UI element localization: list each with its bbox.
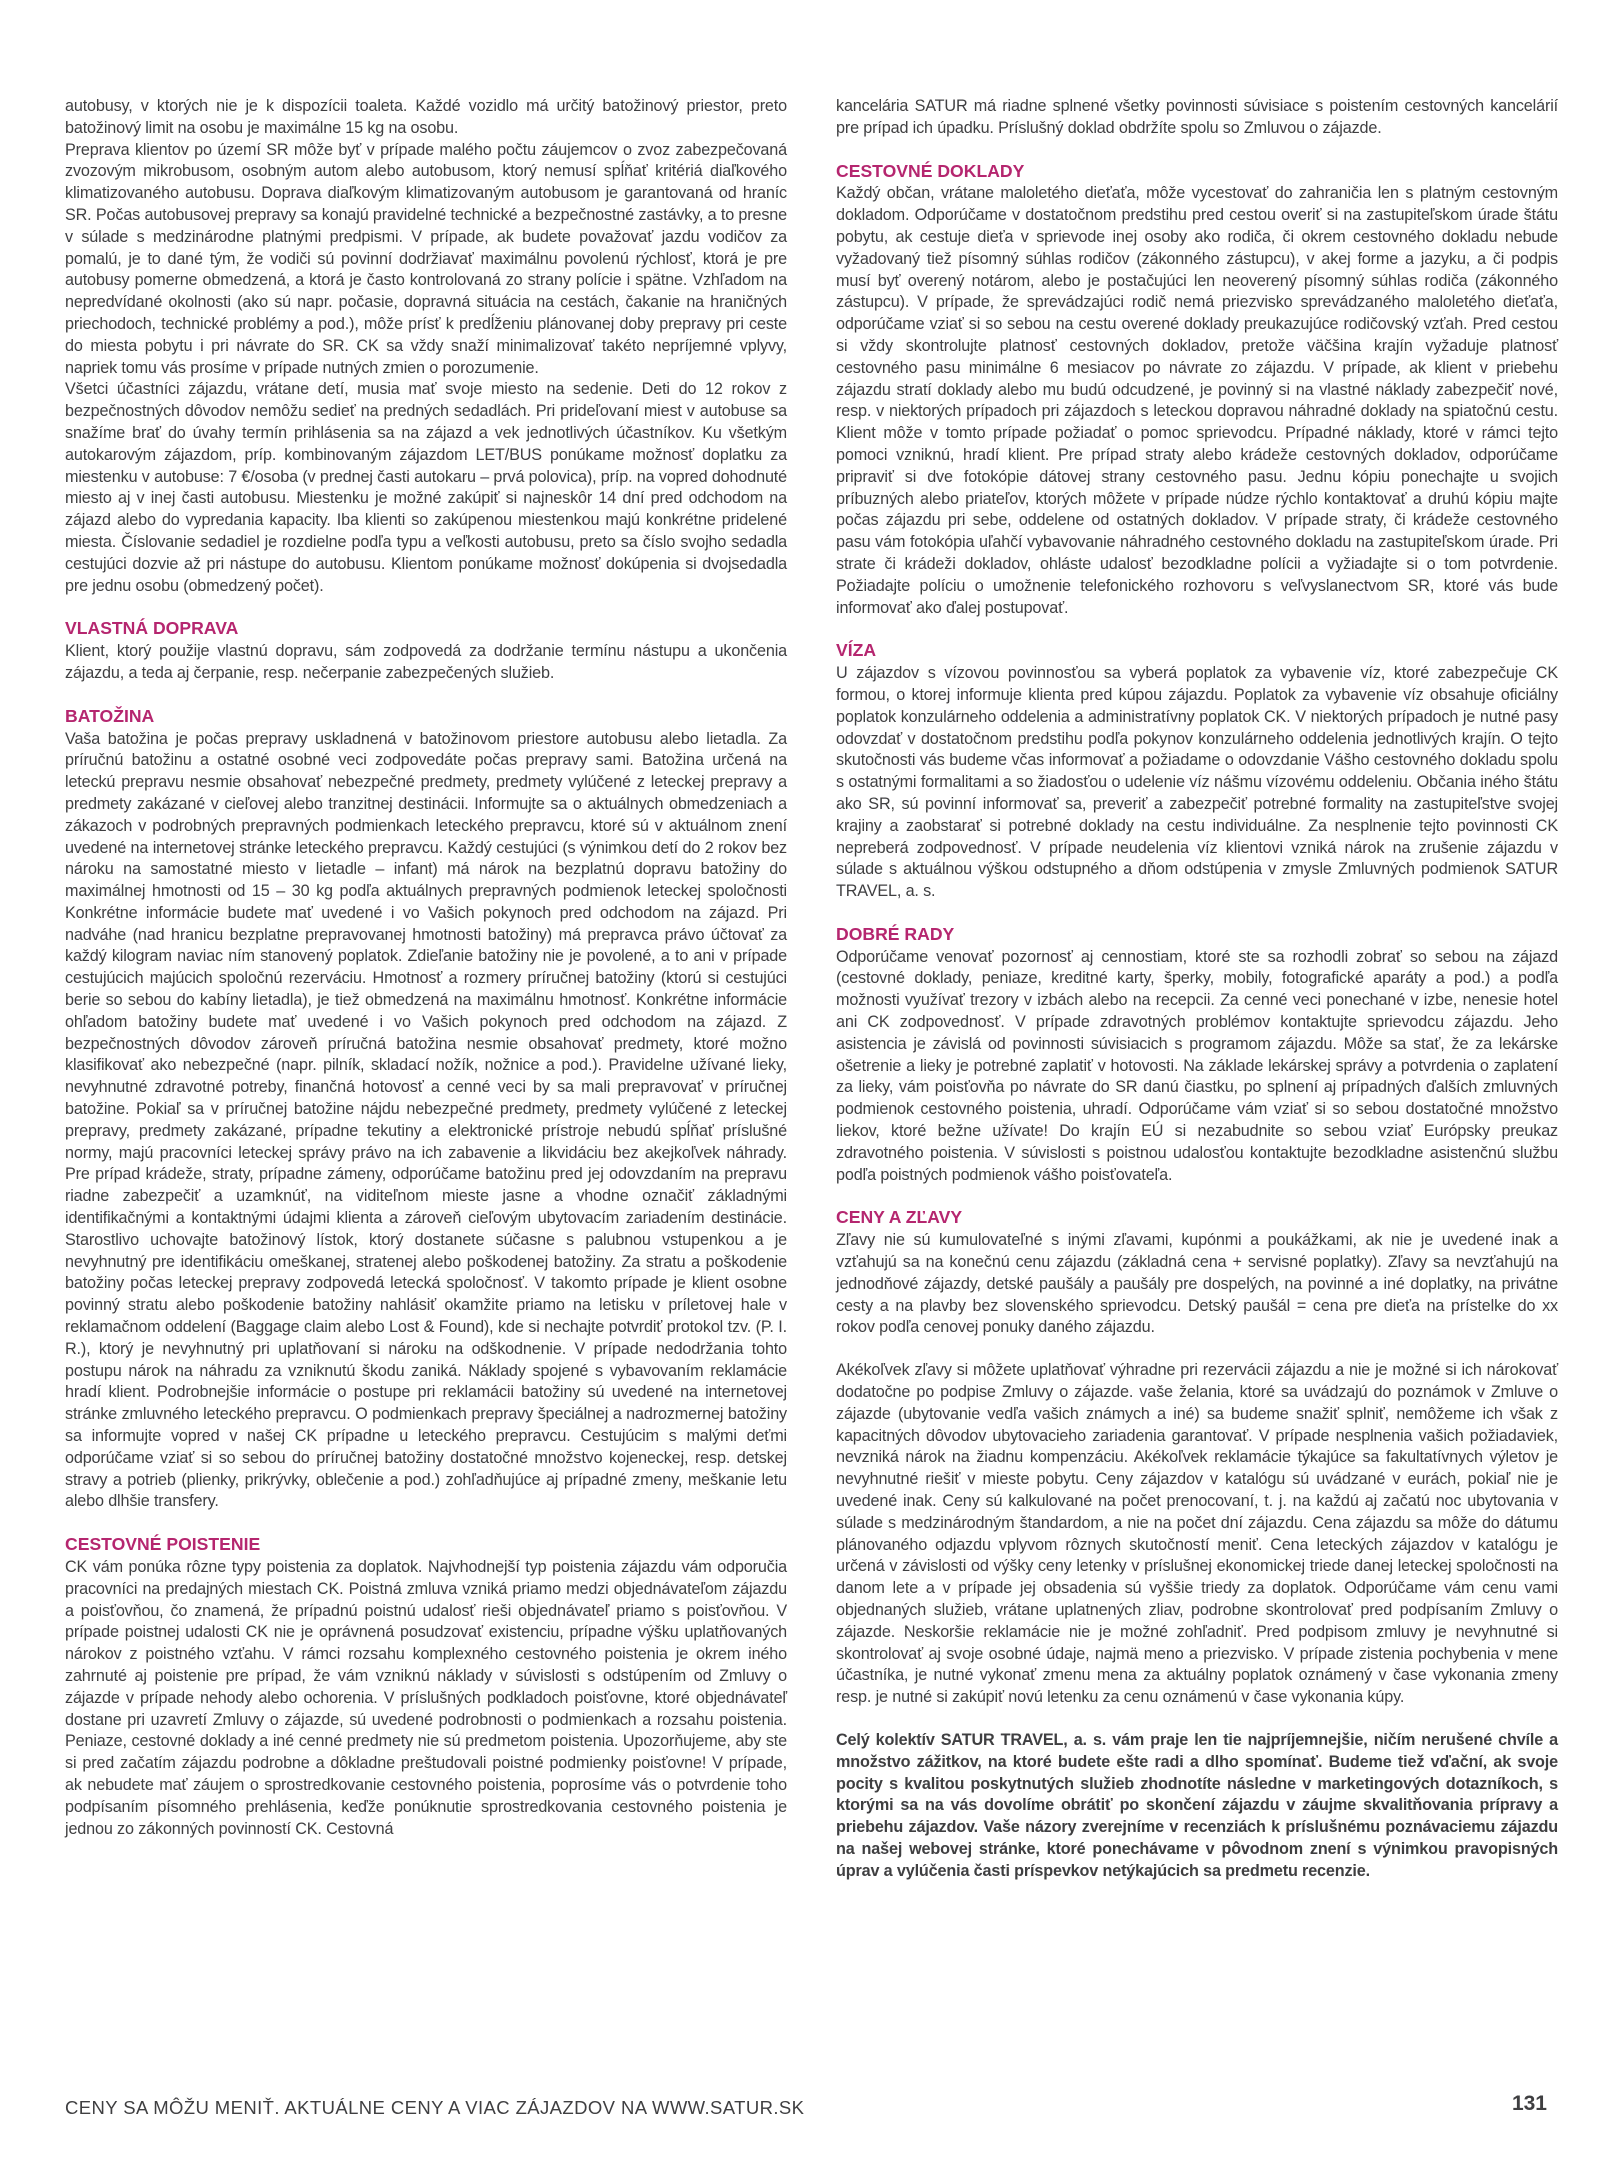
paragraph: Akékoľvek zľavy si môžete uplatňovať výhradne pri rezervácii zájazdu a nie je možné si ich nárokovať dodatočne po podpise Zmluvy o zájazde. vaše želania, ktoré sa uvádzajú do poznámok v Zmluve o zájazde (ubytovanie vedľa vašich známych a iné) sa budeme snažiť splniť, nemôžeme ich však z kapacitných dôvodov ubytovacieho zariadenia garantovať. V prípade nesplnenia vašich požiadaviek, nevzniká nárok na žiadnu kompenzáciu. Akékoľvek reklamácie týkajúce sa fakultatívnych výletov je nevyhnutné riešiť v mieste pobytu. Ceny zájazdov v katalógu sú uvádzané v eurách, pokiaľ nie je uvedené inak. Ceny sú kalkulované na počet prenocovaní, t. j. na každú aj začatú noc ubytovania v súlade s medzinárodným štandardom, a nie na počet dní zájazdu. Cena zájazdu sa môže do dátumu plánovaného odjazdu vplyvom rôznych skutočností meniť. Cena leteckých zájazdov v katalógu je určená v závislosti od výšky ceny letenky v príslušnej ekonomickej triede danej leteckej spoločnosti na danom lete a v prípade jej obsadenia sú vyššie triedy za doplatok. Odporúčame vám cenu vami objednaných služieb, vrátane uplatnených zliav, podrobne skontrolovať pred podpísaním Zmluvy o zájazde. Neskoršie reklamácie nie je možné zohľadniť. Pred podpisom zmluvy je nevyhnutné si skontrolovať aj svoje osobné údaje, najmä meno a priezvisko. V prípade zistenia pochybenia v mene účastníka, je nutné vykonať zmenu mena za aktuálny poplatok oznámený v čase vykonania zmeny resp. je nutné si zakúpiť novú letenku za cenu oznámenú v čase vykonania kúpy. xyxy=(836,1361,1558,1707)
paragraph: Vaša batožina je počas prepravy uskladnená v batožinovom priestore autobusu alebo lietadla. Za príručnú batožinu a ostatné osobné veci zodpovedáte počas prepravy sami. Batožina určená na leteckú prepravu nesmie obsahovať nebezpečné predmety, predmety vylúčené z leteckej prepravy a predmety zakázané v cieľovej alebo tranzitnej destinácii. Informujte sa o aktuálnych obmedzeniach a zákazoch v podrobných prepravných podmienkach leteckého prepravcu, ktoré sú v aktuálnom znení uvedené na internetovej stránke leteckého prepravcu. Každý cestujúci (s výnimkou detí do 2 rokov bez nároku na samostatné miesto v lietadle – infant) má nárok na bezplatnú dopravu batožiny do maximálnej hmotnosti od 15 – 30 kg podľa aktuálnych prepravných podmienok leteckej spoločnosti Konkrétne informácie budete mať uvedené i vo Vašich pokynoch pred odchodom na zájazd. Pri nadváhe (nad hranicu bezplatne prepravovanej hmotnosti batožiny) má prepravca právo účtovať za každý kilogram naviac ním stanovený poplatok. Zdieľanie batožiny nie je povolené, a to ani v prípade cestujúcich majúcich spoločnú rezerváciu. Hmotnosť a rozmery príručnej batožiny (ktorú si cestujúci berie so sebou do kabíny lietadla), je tiež obmedzená na maximálnu hmotnosť. Konkrétne informácie ohľadom batožiny budete mať uvedené i vo Vašich pokynoch pred odchodom na zájazd. Z bezpečnostných dôvodov zároveň príručná batožina nesmie obsahovať predmety, ktoré možno klasifikovať ako nebezpečné (napr. pilník, skladací nožík, nožnice a pod.). Pravidelne užívané lieky, nevyhnutné zdravotné potreby, finančná hotovosť a cenné veci by sa mali prepravovať v príručnej batožine. Pokiaľ sa v príručnej batožine nájdu nebezpečné predmety, predmety vylúčené z leteckej prepravy, predmety zakázané, prípadne tekutiny a elektronické prístroje nebudú spĺňať príslušné normy, majú pracovníci leteckej správy právo na ich zabavenie a likvidáciu bez akejkoľvek náhrady. Pre prípad krádeže, straty, prípadne zámeny, odporúčame batožinu pred jej odovzdaním na prepravu riadne zabezpečiť a uzamknúť, na viditeľnom mieste jasne a vhodne označiť základnými identifikačnými a kontaktnými údajmi klienta a zároveň cieľovým ubytovacím zariadením destinácie. Starostlivo uchovajte batožinový lístok, ktorý dostanete súčasne s palubnou vstupenkou a je nevyhnutný pre identifikáciu omeškanej, stratenej alebo poškodenej batožiny. Za stratu a poškodenie batožiny počas leteckej prepravy zodpovedá letecká spoločnosť. V takomto prípade je klient osobne povinný stratu alebo poškodenie batožiny nahlásiť okamžite priamo na letisku v príletovej hale v reklamačnom oddelení (Baggage claim alebo Lost & Found), kde si nechajte potvrdiť protokol tzv. (P. I. R.), ktorý je nevyhnutný pri uplatňovaní si nároku na odškodnenie. V prípade nedodržania tohto postupu nárok na náhradu za vzniknutú škodu zaniká. Náklady spojené s vybavovaním reklamácie hradí klient. Podrobnejšie informácie o postupe pri reklamácii batožiny sú uvedené na internetovej stránke zmluvného leteckého prepravcu. O podmienkach prepravy špeciálnej a nadrozmernej batožiny sa informujte vopred v našej CK prípadne u leteckého prepravcu. Cestujúcim s malými deťmi odporúčame vziať si so sebou do príručnej batožiny dostatočné množstvo kojeneckej, resp. detskej stravy a potrieb (plienky, prikrývky, oblečenie a pod.) zohľadňujúce aj prípadné zmeny, meškanie letu alebo dlhšie transfery. xyxy=(65,729,787,1511)
paragraph: Zľavy nie sú kumulovateľné s inými zľavami, kupónmi a poukážkami, ak nie je uvedené inak a vzťahujú sa na konečnú cenu zájazdu (základná cena + servisné poplatky). Zľavy sa nevzťahujú na jednodňové zájazdy, detské paušály a paušály pre dospelých, na povinné a iné doplatky, na privátne cesty a na plavby bez slovenského sprievodcu. Detský paušál = cena pre dieťa na prístelke do xx rokov podľa cenovej ponuky daného zájazdu. xyxy=(836,1231,1558,1337)
paragraph: Každý občan, vrátane maloletého dieťaťa, môže vycestovať do zahraničia len s platným cestovným dokladom. Odporúčame v dostatočnom predstihu pred cestou overiť si na zastupiteľskom úrade štátu pobytu, ak cestuje dieťa v sprievode inej osoby ako rodiča, či okrem cestovného dokladu nebude vyžadovaný tiež písomný súhlas rodičov (zákonného zástupcu), v akej forme a jazyku, a či podpis musí byť overený notárom, alebo je postačujúci len neoverený písomný súhlas rodiča (zákonného zástupcu). V prípade, že sprevádzajúci rodič nemá priezvisko sprevádzaného maloletého dieťaťa, odporúčame vziať si so sebou na cestu overené doklady preukazujúce rodičovský vzťah. Pred cestou si vždy skontrolujte platnosť cestovných dokladov, pretože väčšina krajín vyžaduje platnosť cestovného pasu minimálne 6 mesiacov po návrate zo zájazdu. V prípade, ak klient v priebehu zájazdu stratí doklady alebo mu budú odcudzené, je povinný si na vlastné náklady zabezpečiť nové, resp. v niektorých prípadoch pri zájazdoch s leteckou dopravou náhradné doklady na spiatočnú cestu. Klient môže v tomto prípade požiadať o pomoc sprievodcu. Prípadné náklady, ktoré v rámci tejto pomoci vzniknú, hradí klient. Pre prípad straty alebo krádeže cestovných dokladov, odporúčame pripraviť si dve fotokópie dátovej strany cestovného pasu. Jednu kópiu ponechajte u svojich príbuzných alebo priateľov, ktorých môžete v prípade núdze rýchlo kontaktovať a druhú kópiu majte počas zájazdu pri sebe, oddelene od ostatných dokladov. V prípade straty, či krádeže cestovného pasu vám fotokópia uľahčí vybavovanie náhradného cestovného dokladu na zastupiteľskom úrade. Pri strate či krádeži dokladov, ohláste udalosť bezodkladne polícii a vyžiadajte si o tom potvrdenie. Požiadajte políciu o umožnenie telefonického rozhovoru s veľvyslanectvom SR, ktoré vás bude informovať ako ďalej postupovať. xyxy=(836,184,1558,617)
section-heading-dobre-rady: DOBRÉ RADY xyxy=(836,923,955,944)
page-number: 131 xyxy=(1511,2092,1547,2115)
section-viza xyxy=(836,640,1558,903)
closing-paragraph: Celý kolektív SATUR TRAVEL, a. s. vám praje len tie najpríjemnejšie, ničím nerušené chvíle a množstvo zážitkov, na ktoré budete ešte radi a dlho spomínať. Budeme tiež vďační, ak svoje pocity s kvalitou poskytnutých služieb zhodnotíte následne v marketingových dotazníkoch, s ktorými sa na vás dovolíme obrátiť po skončení zájazdu v záujme skvalitňovania prípravy a priebehu zájazdov. Vaše názory zverejníme v recenziách k príslušnému poznávaciemu zájazdu na našej webovej stránke, ktoré ponechávame v pôvodnom znení s výnimkou pravopisných úprav a vylúčenia časti príspevkov netýkajúcich sa predmetu recenzie. xyxy=(836,1730,1558,1880)
section-batozina xyxy=(65,706,787,1513)
section-heading-vlastna-doprava: VLASTNÁ DOPRAVA xyxy=(65,618,239,639)
paragraph: autobusy, v ktorých nie je k dispozícii toaleta. Každé vozidlo má určitý batožinový priestor, preto batožinový limit na osobu je maximálne 15 kg na osobu. xyxy=(65,97,787,137)
left-column xyxy=(65,96,787,1840)
right-column xyxy=(836,96,1558,1883)
paragraph: Preprava klientov po území SR môže byť v prípade malého počtu záujemcov o zvoz zabezpečovaná zvozovým mikrobusom, osobným autom alebo autobusom, ktorý nemusí spĺňať kritériá diaľkového klimatizovaného autobusu. Doprava diaľkovým klimatizovaným autobusom je garantovaná od hraníc SR. Počas autobusovej prepravy sa konajú pravidelné technické a bezpečnostné zastávky, a to presne v súlade s medzinárodne platnými predpismi. V prípade, ak budete považovať jazdu vodičov za pomalú, je to dané tým, že vodiči sú povinní dodržiavať maximálnu povolenú rýchlosť, ktorá je pre autobusy pomerne obmedzená, a ktorá je často kontrolovaná zo strany polície i spätne. Vzhľadom na nepredvídané okolnosti (ako sú napr. počasie, dopravná situácia na cestách, čakanie na hraničných priechodoch, technické problémy a pod.), môže prísť k predĺženiu plánovanej doby prepravy pri ceste do miesta pobytu i pri návrate do SR. CK sa vždy snaží minimalizovať takéto nepríjemné vplyvy, napriek tomu vás prosíme v prípade nutných zmien o porozumenie. xyxy=(65,140,787,377)
section-dobre-rady xyxy=(836,924,1558,1187)
section-heading-cestovne-doklady: CESTOVNÉ DOKLADY xyxy=(836,160,1025,181)
paragraph: Klient, ktorý použije vlastnú dopravu, sám zodpovedá za dodržanie termínu nástupu a ukončenia zájazdu, a teda aj čerpanie, resp. nečerpanie zabezpečených služieb. xyxy=(65,642,787,682)
section-heading-cestovne-poistenie: CESTOVNÉ POISTENIE xyxy=(65,1534,261,1555)
paragraph: CK vám ponúka rôzne typy poistenia za doplatok. Najvhodnejší typ poistenia zájazdu vám odporučia pracovníci na predajných miestach CK. Poistná zmluva vzniká priamo medzi objednávateľom zájazdu a poisťovňou, čo znamená, že prípadnú poistnú udalosť rieši objednávateľ priamo s poisťovňou. V prípade poistnej udalosti CK nie je oprávnená posudzovať existenciu, prípadne výšku uplatňovaných nárokov z poistného vzťahu. V rámci rozsahu komplexného cestovného poistenia je okrem iného zahrnuté aj poistenie pre prípad, že vám vzniknú náklady v súvislosti s odstúpením od Zmluvy o zájazde v prípade nehody alebo ochorenia. V príslušných podkladoch poisťovne, ktoré objednávateľ dostane pri uzavretí Zmluvy o zájazde, sú uvedené podrobnosti o podmienkach a rozsahu poistenia. Peniaze, cestovné doklady a iné cenné predmety nie sú predmetom poistenia. Upozorňujeme, aby ste si pred začatím zájazdu podrobne a dôkladne preštudovali poistné podmienky poisťovne! V prípade, ak nebudete mať záujem o sprostredkovanie cestovného poistenia, poprosíme vás o potvrdenie toho podpísaním písomného prehlásenia, keďže ponúknutie sprostredkovania cestovného poistenia je jednou zo zákonných povinností CK. Cestovná xyxy=(65,1558,787,1838)
section-cestovne-doklady xyxy=(836,161,1558,620)
section-heading-viza: VÍZA xyxy=(836,640,877,661)
paragraph: U zájazdov s vízovou povinnosťou sa vyberá poplatok za vybavenie víz, ktoré zabezpečuje CK formou, o ktorej informuje klienta pred kúpou zájazdu. Poplatok za vybavenie víz obsahuje oficiálny poplatok konzulárneho oddelenia a administratívny poplatok CK. V niektorých prípadoch je nutné pasy odovzdať v dostatočnom predstihu podľa pokynov konzulárneho oddelenia jednotlivých krajín. O tejto skutočnosti vás budeme včas informovať a požiadame o odovzdanie Vášho cestovného dokladu spolu s ostatnými formalitami a so žiadosťou o udelenie víz nášmu vízovému oddeleniu. Občania iného štátu ako SR, sú povinní informovať sa, preveriť a zabezpečiť potrebné formality na zastupiteľstve svojej krajiny a zaobstarať si potrebné doklady na cestu individuálne. Za nesplnenie tejto povinnosti CK nepreberá zodpovednosť. V prípade neudelenia víz klientovi vzniká nárok na zrušenie zájazdu v súlade s aktuálnou výškou odstupného a dňom odstúpenia v zmysle Zmluvných podmienok SATUR TRAVEL, a. s. xyxy=(836,664,1558,901)
section-heading-ceny-a-zlavy: CENY A ZĽAVY xyxy=(836,1207,963,1228)
section-heading-batozina: BATOŽINA xyxy=(65,705,155,726)
section-cestovne-poistenie xyxy=(65,1534,787,1840)
paragraph: Odporúčame venovať pozornosť aj cennostiam, ktoré ste sa rozhodli zobrať so sebou na zájazd (cestovné doklady, peniaze, kreditné karty, šperky, mobily, fotografické aparáty a pod.) a podľa možnosti využívať trezory v izbách alebo na recepcii. Za cenné veci ponechané v izbe, nenesie hotel ani CK zodpovednosť. V prípade zdravotných problémov kontaktujte sprievodcu zájazdu. Jeho asistencia je závislá od povinnosti súvisiacich s programom zájazdu. Môže sa stať, že za lekárske ošetrenie a lieky je potrebné zaplatiť v hotovosti. Na základe lekárskej správy a potvrdenia o zaplatení za lieky, vám poisťovňa po návrate do SR danú čiastku, po splnení aj prípadných ďalších zmluvných podmienok cestovného poistenia, uhradí. Odporúčame vám vziať si so sebou dostatočné množstvo liekov, ktoré bežne užívate! Do krajín EÚ si nezabudnite so sebou vziať Európsky preukaz zdravotného poistenia. V súvislosti s poistnou udalosťou kontaktujte bezodkladne asistenčnú službu podľa poistných podmienok vášho poisťovateľa. xyxy=(836,947,1558,1184)
section-bus-transport-continued xyxy=(65,96,787,597)
section-ceny-a-zlavy xyxy=(836,1207,1558,1709)
footer-note: CENY SA MÔŽU MENIŤ. AKTUÁLNE CENY A VIAC ZÁJAZDOV NA WWW.SATUR.SK xyxy=(65,2097,805,2118)
paragraph: kancelária SATUR má riadne splnené všetky povinnosti súvisiace s poistením cestovných kancelárií pre prípad ich úpadku. Príslušný doklad obdržíte spolu so Zmluvou o zájazde. xyxy=(836,97,1558,137)
section-poistenie-continued xyxy=(836,96,1558,140)
section-vlastna-doprava xyxy=(65,618,787,684)
section-closing-message xyxy=(836,1730,1558,1883)
paragraph: Všetci účastníci zájazdu, vrátane detí, musia mať svoje miesto na sedenie. Deti do 12 rokov z bezpečnostných dôvodov nemôžu sedieť na predných sedadlách. Pri prideľovaní miest v autobuse sa snažíme brať do úvahy termín prihlásenia sa na zájazd a vek jednotlivých účastníkov. Ku všetkým autokarovým zájazdom, príp. kombinovaným zájazdom LET/BUS ponúkame možnosť doplatku za miestenku v autobuse: 7 €/osoba (v prednej časti autokaru – prvá polovica), príp. na vopred dohodnuté miesto aj v inej časti autobusu. Miestenku je možné zakúpiť si najneskôr 14 dní pred odchodom na zájazd alebo do vypredania kapacity. Iba klienti so zakúpenou miestenkou majú konkrétne pridelené miesta. Číslovanie sedadiel je rozdielne podľa typu a veľkosti autobusu, preto sa číslo svojho sedadla cestujúci dozvie až pri nástupe do autobusu. Klientom ponúkame možnosť dokúpenia si dvojsedadla pre jednu osobu (obmedzený počet). xyxy=(65,380,787,595)
